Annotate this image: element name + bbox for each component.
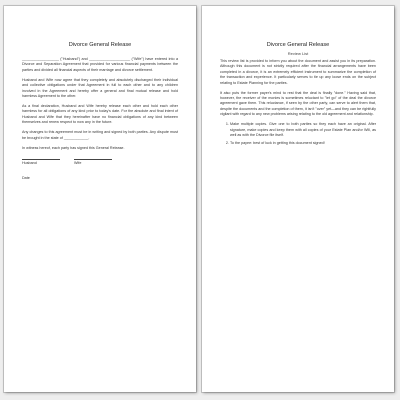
steps-list [220, 122, 376, 147]
signature-line [74, 159, 112, 160]
paragraph-intro: __________________ ("Husband") and ____________________ ("Wife") have entered into a Divorce and Separation Agreement that provided for various financial payments between the parties and divided all financial aspects of their marriage and divorce settlement. [22, 57, 178, 72]
page-review-list [202, 6, 394, 392]
document-title: Divorce General Release [266, 42, 330, 48]
signature-line [22, 159, 60, 160]
husband-label: Husband [22, 161, 37, 166]
signature-block [22, 159, 178, 166]
list-item: 2. To the payee: best of luck in getting this document signed! [230, 141, 376, 146]
document-subtitle: Review List [287, 51, 309, 56]
paragraph-closure: It also puts the former payer's mind to rest that the deal is finally "done." Having said that, however, the receiver of the monies is sometimes reluctant to "let go" of the deal the divorce agreement gave them. This reluctance, if seen by the other party, can serve to alert them that, despite the documents and the completion of them, it isn't "over" yet—and they can be rightfully vigilant with regard to any new problems arising relating to the old agreement and relationship. [220, 90, 376, 117]
paragraph-changes: Any changes to this agreement must be in writing and signed by both parties. Any dispute must be brought in the state of ____________. [22, 130, 178, 140]
wife-signature [74, 159, 112, 166]
wife-label: Wife [74, 161, 82, 166]
document-title: Divorce General Release [68, 42, 132, 48]
date-label: Date [22, 176, 30, 181]
paragraph-witness: In witness hereof, each party has signed this General Release. [22, 145, 125, 150]
paragraph-agreement: Husband and Wife now agree that they completely and absolutely discharged their individual and collective obligations under that Agreement in full to each other and to any children involved in the Agreement and hereby offer a general and final mutual release and hold harmless Agreement to the other. [22, 77, 178, 99]
page-divorce-release [4, 6, 196, 392]
paragraph-release: As a final declaration, Husband and Wife hereby release each other and hold each other harmless for all obligations of any kind prior to today's date. For the absolute and final intent of Husband and Wife that they hereinafter have no financial obligations of any kind between themselves and renew respect to now any in the future. [22, 104, 178, 125]
husband-signature [22, 159, 60, 166]
list-item: 1. Make multiple copies. Give one to both parties so they each have an original. After signature, make copies and keep them with all copies of your Estate Plan and/or Will, as well as with the Divorce file itself. [230, 122, 376, 138]
paragraph-purpose: This review list is provided to inform you about the document and assist you in its preparation. Although this document is not strictly required after the financial arrangements have been completed in a divorce, it is an extremely efficient instrument to summarize the completion of the transaction and experience. It particularly serves to tie up any loose ends on the subject relating to Estate Planning for the parties. [220, 59, 376, 85]
